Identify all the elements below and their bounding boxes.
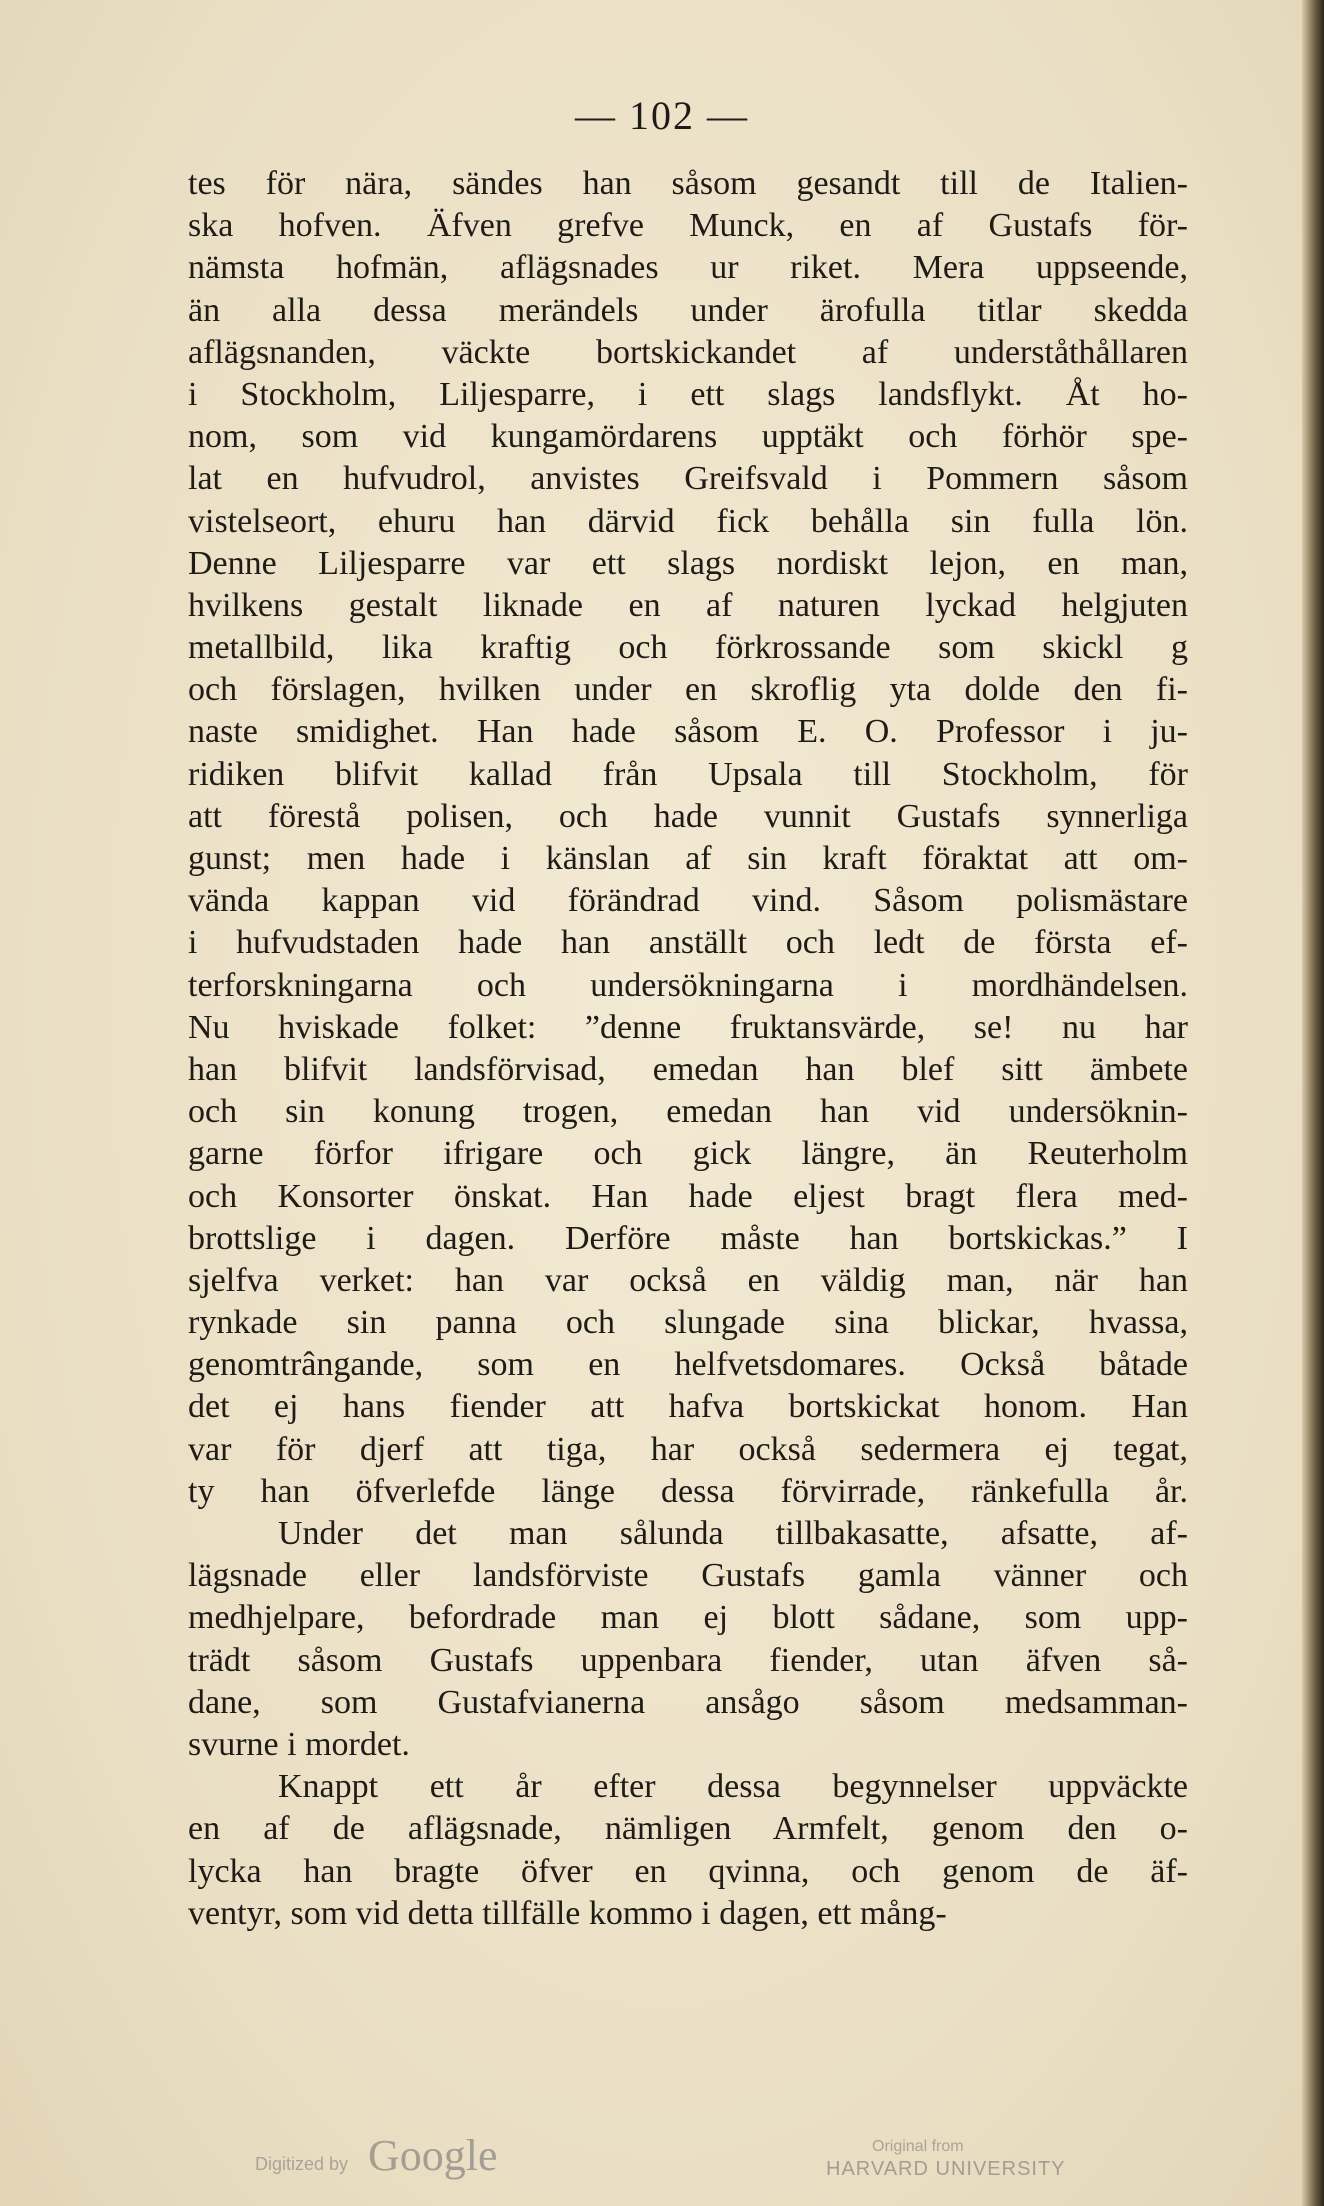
text-line: i hufvudstaden hade han anställt och ledt de första ef- — [188, 924, 1188, 962]
text-line: Knappt ett år efter dessa begynnelser uppväckte — [278, 1768, 1188, 1806]
text-line: Under det man sålunda tillbakasatte, afsatte, af- — [278, 1515, 1188, 1552]
text-line: naste smidighet. Han hade såsom E. O. Professor i ju- — [188, 713, 1188, 751]
text-line: brottslige i dagen. Derföre måste han bortskickas.” I — [188, 1219, 1188, 1257]
text-line: terforskningarna och undersökningarna i mordhändelsen. — [188, 966, 1188, 1004]
text-line: nom, som vid kungamördarens upptäkt och förhör spe- — [188, 418, 1188, 456]
digitized-by-label: Digitized by — [255, 2154, 349, 2174]
text-line: ska hofven. Äfven grefve Munck, en af Gustafs för- — [188, 207, 1188, 245]
text-line: än alla dessa merändels under ärofulla titlar skedda — [188, 291, 1188, 329]
text-line: ty han öfverlefde länge dessa förvirrade, ränkefulla år. — [188, 1472, 1188, 1510]
original-from-label: Original from — [872, 2138, 964, 2155]
library-name: HARVARD UNIVERSITY — [826, 2158, 1066, 2180]
text-line: Nu hviskade folket: ”denne fruktansvärde, se! nu har — [188, 1008, 1188, 1046]
text-line: garne förfor ifrigare och gick längre, än Reuterholm — [188, 1135, 1188, 1173]
text-line: hvilkens gestalt liknade en af naturen lyckad helgjuten — [188, 586, 1188, 624]
text-line: ventyr, som vid detta tillfälle kommo i dagen, ett mång- — [188, 1894, 947, 1932]
text-line: vända kappan vid förändrad vind. Såsom polismästare — [188, 882, 1188, 920]
text-line: trädt såsom Gustafs uppenbara fiender, utan äfven så- — [188, 1641, 1188, 1679]
text-line: och Konsorter önskat. Han hade eljest bragt flera med- — [188, 1177, 1188, 1215]
text-line: det ej hans fiender att hafva bortskickat honom. Han — [188, 1388, 1188, 1426]
text-line: var för djerf att tiga, har också sedermera ej tegat, — [188, 1430, 1188, 1468]
page-number: — 102 — — [575, 93, 749, 138]
text-line: Denne Liljesparre var ett slags nordiskt lejon, en man, — [188, 544, 1188, 582]
text-line: gunst; men hade i känslan af sin kraft föraktat att om- — [188, 840, 1188, 877]
text-line: svurne i mordet. — [188, 1725, 410, 1763]
text-line: metallbild, lika kraftig och förkrossande som skickl g — [188, 629, 1188, 667]
text-line: medhjelpare, befordrade man ej blott sådane, som upp- — [188, 1599, 1188, 1637]
text-line: genomtrângande, som en helfvetsdomares. Också båtade — [188, 1346, 1188, 1384]
text-line: och förslagen, hvilken under en skroflig yta dolde den fi- — [188, 671, 1188, 709]
text-line: dane, som Gustafvianerna ansågo såsom medsamman- — [188, 1683, 1188, 1721]
text-line: rynkade sin panna och slungade sina blickar, hvassa, — [188, 1304, 1188, 1342]
text-line: tes för nära, sändes han såsom gesandt till de Italien- — [188, 165, 1188, 202]
text-line: aflägsnanden, väckte bortskickandet af underståthållaren — [188, 333, 1188, 371]
text-line: i Stockholm, Liljesparre, i ett slags landsflykt. Åt ho- — [188, 375, 1188, 413]
text-line: sjelfva verket: han var också en väldig man, när han — [188, 1261, 1188, 1299]
text-line: lat en hufvudrol, anvistes Greifsvald i Pommern såsom — [188, 460, 1188, 498]
google-watermark: Google — [368, 2131, 498, 2180]
text-line: att förestå polisen, och hade vunnit Gustafs synnerliga — [188, 797, 1188, 835]
text-line: lägsnade eller landsförviste Gustafs gamla vänner och — [188, 1557, 1188, 1595]
text-line: han blifvit landsförvisad, emedan han blef sitt ämbete — [188, 1050, 1188, 1088]
text-line: ridiken blifvit kallad från Upsala till Stockholm, för — [188, 755, 1188, 793]
text-line: en af de aflägsnade, nämligen Armfelt, genom den o- — [188, 1810, 1188, 1848]
digitization-footer — [0, 2130, 1324, 2190]
text-line: vistelseort, ehuru han därvid fick behålla sin fulla lön. — [188, 502, 1188, 540]
text-line: nämsta hofmän, aflägsnades ur riket. Mera uppseende, — [188, 249, 1188, 287]
text-line: och sin konung trogen, emedan han vid undersöknin- — [188, 1093, 1188, 1131]
body-text — [188, 163, 1188, 1935]
book-spine-edge — [1302, 0, 1324, 2206]
text-line: lycka han bragte öfver en qvinna, och genom de äf- — [188, 1852, 1188, 1890]
